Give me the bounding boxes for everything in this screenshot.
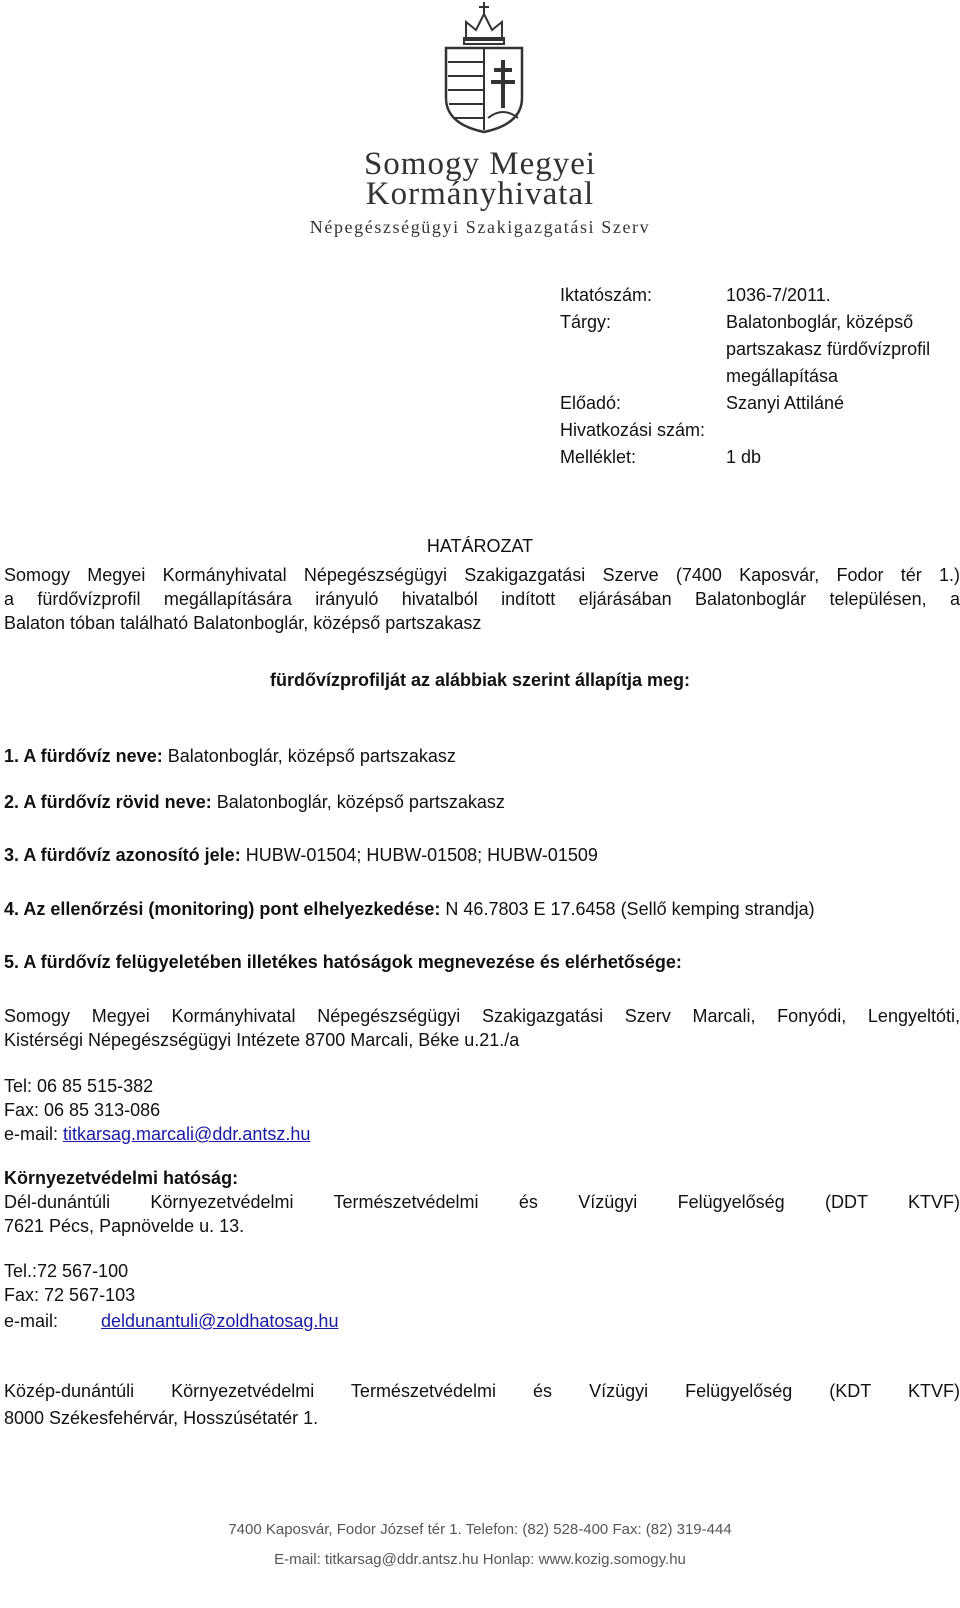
authority1-line1: Somogy Megyei Kormányhivatal Népegészségügyi Szakigazgatási Szerv Marcali, Fonyódi, Lengyeltóti,: [4, 1006, 960, 1026]
eloado-value: Szanyi Attiláné: [726, 393, 845, 413]
org-name-line2: Kormányhivatal: [365, 176, 595, 212]
env2-line2: 8000 Székesfehérvár, Hosszúsétatér 1.: [4, 1408, 319, 1428]
melleklet-value: 1 db: [726, 447, 762, 467]
env1-line2: 7621 Pécs, Papnövelde u. 13.: [4, 1216, 245, 1236]
tel1: Tel: 06 85 515-382: [4, 1076, 154, 1096]
eloado-label: Előadó:: [560, 393, 622, 413]
item-label: 2. A fürdővíz rövid neve:: [4, 792, 212, 812]
item-1: [4, 744, 456, 768]
env1-line1: Dél-dunántúli Környezetvédelmi Természetvédelmi és Vízügyi Felügyelőség (DDT KTVF): [4, 1192, 960, 1212]
authority1-line2: Kistérségi Népegészségügyi Intézete 8700 Marcali, Béke u.21./a: [4, 1030, 520, 1050]
email2-label: e-mail:: [4, 1311, 59, 1331]
org-name-line3: Népegészségügyi Szakigazgatási Szerv: [309, 217, 651, 237]
targy-value-line2: partszakasz fürdővízprofil: [726, 339, 931, 359]
decision-statement: fürdővízprofilját az alábbiak szerint állapítja meg:: [269, 670, 691, 690]
hivatkozasi-label: Hivatkozási szám:: [560, 420, 706, 440]
item-2: [4, 790, 505, 814]
targy-value-line1: Balatonboglár, középső: [726, 312, 914, 332]
item-4: [4, 897, 815, 921]
intro-line2: a fürdővízprofil megállapítására irányuló hivatalból indított eljárásában Balatonboglár településen, a: [4, 589, 960, 609]
fax2: Fax: 72 567-103: [4, 1285, 136, 1305]
intro-line3: Balaton tóban található Balatonboglár, középső partszakasz: [4, 613, 482, 633]
item-label: 1. A fürdővíz neve:: [4, 746, 163, 766]
intro-line1: Somogy Megyei Kormányhivatal Népegészségügyi Szakigazgatási Szerve (7400 Kaposvár, Fodor tér 1.): [4, 565, 960, 585]
iktatoszam-label: Iktatószám:: [560, 285, 653, 305]
item-value: N 46.7803 E 17.6458 (Sellő kemping strandja): [440, 899, 815, 919]
item-5: [4, 950, 682, 974]
footer-address: 7400 Kaposvár, Fodor József tér 1. Telefon: (82) 528-400 Fax: (82) 319-444: [228, 1521, 732, 1538]
fax1: Fax: 06 85 313-086: [4, 1100, 161, 1120]
org-name-line1: Somogy Megyei: [363, 146, 597, 182]
document-title: HATÁROZAT: [426, 536, 534, 556]
email1-link[interactable]: titkarsag.marcali@ddr.antsz.hu: [63, 1124, 311, 1144]
melleklet-label: Melléklet:: [560, 447, 637, 467]
iktatoszam-value: 1036-7/2011.: [726, 285, 831, 305]
email1-row: [4, 1122, 310, 1146]
item-label: 5. A fürdővíz felügyeletében illetékes hatóságok megnevezése és elérhetősége:: [4, 952, 682, 972]
item-value: Balatonboglár, középső partszakasz: [211, 792, 505, 812]
item-value: Balatonboglár, középső partszakasz: [162, 746, 456, 766]
targy-value-line3: megállapítása: [726, 366, 839, 386]
item-3: [4, 843, 598, 867]
email1-label: e-mail:: [4, 1124, 64, 1144]
coat-of-arms-emblem: [436, 0, 532, 134]
targy-label: Tárgy:: [560, 312, 612, 332]
env-heading: Környezetvédelmi hatóság:: [4, 1168, 239, 1188]
item-label: 3. A fürdővíz azonosító jele:: [4, 845, 241, 865]
item-label: 4. Az ellenőrzési (monitoring) pont elhelyezkedése:: [4, 899, 441, 919]
footer-contact: E-mail: titkarsag@ddr.antsz.hu Honlap: www.kozig.somogy.hu: [274, 1551, 686, 1568]
env2-line1: Közép-dunántúli Környezetvédelmi Természetvédelmi és Vízügyi Felügyelőség (KDT KTVF): [4, 1381, 960, 1401]
item-value: HUBW-01504; HUBW-01508; HUBW-01509: [240, 845, 598, 865]
tel2: Tel.:72 567-100: [4, 1261, 129, 1281]
email2-link[interactable]: deldunantuli@zoldhatosag.hu: [101, 1311, 339, 1331]
